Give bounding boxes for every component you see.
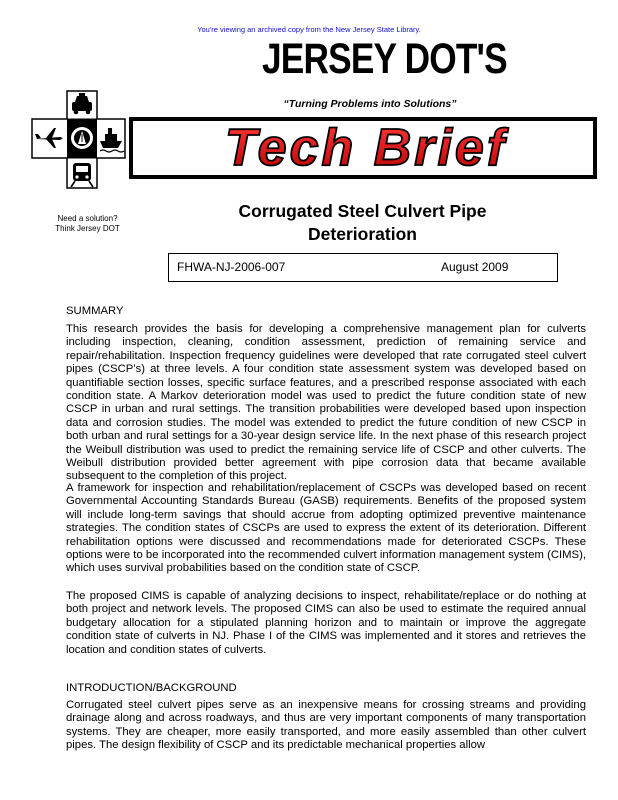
summary-paragraph-1: This research provides the basis for developing a comprehensive management plan for culverts including inspection, cleaning, condition assessment, prediction of remaining service and repair/rehabilitation. Inspection frequency guidelines were developed that rate corrugated steel culvert pipes (CSCP’s) at three levels. A four condition state assessment system was developed based on quantifiable section losses, specific surface features, and a prescribed response associated with each condition state. A Markov deterioration model was used to predict the future condition state of new CSCP in urban and rural settings. The transition probabilities were developed based upon inspection data and corrosion studies. The model was extended to predict the future condition of new CSCP in both urban and rural settings for a 30-year design service life. In the next phase of this research project the Weibull distribution was used to predict the remaining service life of CSCP and other culverts. The Weibull distribution provided better agreement with pipe corrosion data that became available subsequent to the completion of this project. [66, 323, 586, 483]
need-solution-caption [40, 214, 135, 234]
road-logo-icon [67, 119, 97, 158]
tagline: “Turning Problems into Solutions” [283, 98, 457, 110]
taxi-icon [72, 93, 92, 114]
tech-brief-title: Tech Brief [224, 121, 508, 175]
ship-icon [100, 128, 124, 152]
document-title-line-2: Deterioration [308, 224, 417, 244]
archive-notice[interactable]: You're viewing an archived copy from the New Jersey State Library. [197, 25, 421, 34]
summary-heading: SUMMARY [66, 305, 124, 317]
need-solution-line-1: Need a solution? [57, 214, 118, 223]
document-title [175, 200, 550, 246]
intro-heading: INTRODUCTION/BACKGROUND [66, 682, 237, 694]
masthead-title: JERSEY DOT'S [262, 35, 507, 83]
intro-paragraph: Corrugated steel culvert pipes serve as an inexpensive means for crossing streams and providing drainage along and across roadways, and thus are very important components of many transportation systems. They are cheaper, more easily transported, and more easily assembled than other culvert pipes. The design flexibility of CSCP and its predictable mechanical properties allow [66, 699, 586, 752]
airplane-icon [35, 128, 63, 148]
train-icon [71, 163, 93, 187]
report-number: FHWA-NJ-2006-007 [177, 260, 286, 274]
summary-paragraph-3: The proposed CIMS is capable of analyzing decisions to inspect, rehabilitate/replace or do nothing at both project and network levels. The proposed CIMS can also be used to estimate the required annual budgetary allocation for a stipulated planning horizon and to maintain or improve the aggregate condition state of culverts in NJ. Phase I of the CIMS was implemented and it stores and retrieves the location and condition states of culverts. [66, 590, 586, 656]
document-title-line-1: Corrugated Steel Culvert Pipe [238, 201, 487, 221]
tech-brief-banner [129, 117, 597, 179]
summary-paragraph-2: A framework for inspection and rehabilitation/replacement of CSCPs was developed based on recent Governmental Accounting Standards Bureau (GASB) requirements. Benefits of the proposed system will include long-term savings that should accrue from adopting optimized preventive maintenance strategies. The condition states of CSCPs are used to express the extent of its deterioration. Different rehabilitation options were discussed and recommendations made for deteriorated CSCPs. These options were to be incorporated into the recommended culvert information management system (CIMS), which uses survival probabilities based on the condition state of CSCP. [66, 482, 586, 575]
need-solution-line-2: Think Jersey DOT [55, 224, 120, 233]
report-reference-box [168, 253, 558, 282]
report-date: August 2009 [441, 260, 509, 274]
